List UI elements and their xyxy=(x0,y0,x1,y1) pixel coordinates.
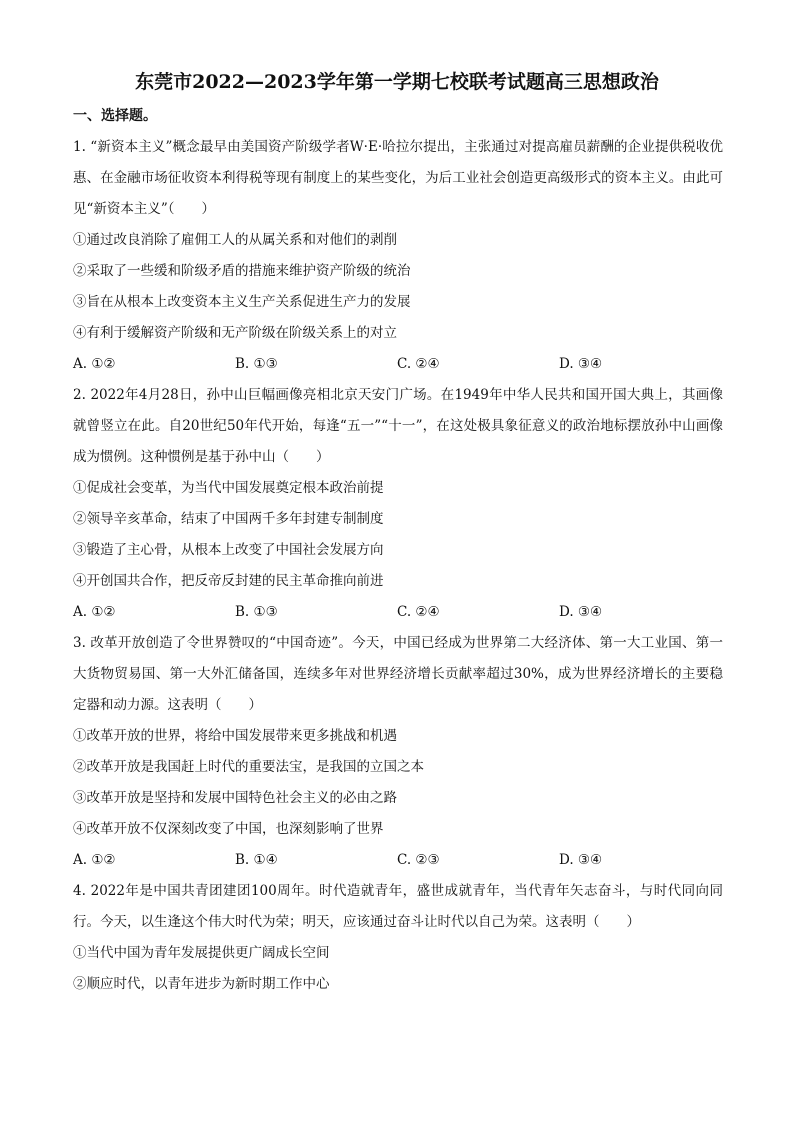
question-4 xyxy=(73,876,723,1000)
statement-option: ③锻造了主心骨，从根本上改变了中国社会发展方向 xyxy=(73,542,384,558)
choice-c: C. ②④ xyxy=(397,356,440,372)
page-title: 东莞市2022—2023学年第一学期七校联考试题高三思想政治 xyxy=(135,71,659,93)
question-stem: 1. “新资本主义”概念最早由美国资产阶级学者W·E·哈拉尔提出，主张通过对提高雇员薪酬的企业提供税收优惠、在金融市场征收资本利得税等现有制度上的某些变化，为后工业社会创造更高级形式的资本主义。由此可见“新资本主义”（ ） xyxy=(73,139,723,217)
choice-a: A. ①② xyxy=(73,356,116,372)
statement-option: ④改革开放不仅深刻改变了中国，也深刻影响了世界 xyxy=(73,821,384,837)
statement-option: ①通过改良消除了雇佣工人的从属关系和对他们的剥削 xyxy=(73,232,397,248)
choice-b: B. ①④ xyxy=(235,852,278,868)
choice-b: B. ①③ xyxy=(235,356,278,372)
statement-option: ③旨在从根本上改变资本主义生产关系促进生产力的发展 xyxy=(73,294,411,310)
choice-d: D. ③④ xyxy=(559,604,603,620)
choice-d: D. ③④ xyxy=(559,852,603,868)
choice-a: A. ①② xyxy=(73,604,116,620)
statement-option: ①改革开放的世界，将给中国发展带来更多挑战和机遇 xyxy=(73,728,397,744)
statement-option: ①当代中国为青年发展提供更广阔成长空间 xyxy=(73,945,330,961)
answer-choices xyxy=(73,845,723,876)
question-stem: 2. 2022年4月28日，孙中山巨幅画像亮相北京天安门广场。在1949年中华人民共和国开国大典上，其画像就曾竖立在此。自20世纪50年代开始，每逢“五一”“十一”，在这处极具象征意义的政治地标摆放孙中山画像成为惯例。这种惯例是基于孙中山（ ） xyxy=(73,387,723,465)
statement-option: ②顺应时代，以青年进步为新时期工作中心 xyxy=(73,976,330,992)
choice-d: D. ③④ xyxy=(559,356,603,372)
question-stem: 4. 2022年是中国共青团建团100周年。时代造就青年，盛世成就青年，当代青年矢志奋斗，与时代同向同行。今天，以生逢这个伟大时代为荣；明天，应该通过奋斗让时代以自己为荣。这表明（ ） xyxy=(73,883,723,930)
statement-option: ④开创国共合作，把反帝反封建的民主革命推向前进 xyxy=(73,573,384,589)
section-heading: 一、选择题。 xyxy=(73,108,157,124)
answer-choices xyxy=(73,597,723,628)
choice-b: B. ①③ xyxy=(235,604,278,620)
question-1 xyxy=(73,132,723,380)
statement-option: ②领导辛亥革命，结束了中国两千多年封建专制制度 xyxy=(73,511,384,527)
statement-option: ②采取了一些缓和阶级矛盾的措施来维护资产阶级的统治 xyxy=(73,263,411,279)
choice-c: C. ②③ xyxy=(397,852,440,868)
choice-a: A. ①② xyxy=(73,852,116,868)
question-3 xyxy=(73,628,723,876)
statement-option: ①促成社会变革，为当代中国发展奠定根本政治前提 xyxy=(73,480,384,496)
answer-choices xyxy=(73,349,723,380)
question-2 xyxy=(73,380,723,628)
question-list xyxy=(73,132,723,1000)
statement-option: ④有利于缓解资产阶级和无产阶级在阶级关系上的对立 xyxy=(73,325,397,341)
choice-c: C. ②④ xyxy=(397,604,440,620)
question-stem: 3. 改革开放创造了令世界赞叹的“中国奇迹”。今天，中国已经成为世界第二大经济体、第一大工业国、第一大货物贸易国、第一大外汇储备国，连续多年对世界经济增长贡献率超过30%，成为世界经济增长的主要稳定器和动力源。这表明（ ） xyxy=(73,635,723,713)
statement-option: ②改革开放是我国赶上时代的重要法宝，是我国的立国之本 xyxy=(73,759,424,775)
statement-option: ③改革开放是坚持和发展中国特色社会主义的必由之路 xyxy=(73,790,397,806)
